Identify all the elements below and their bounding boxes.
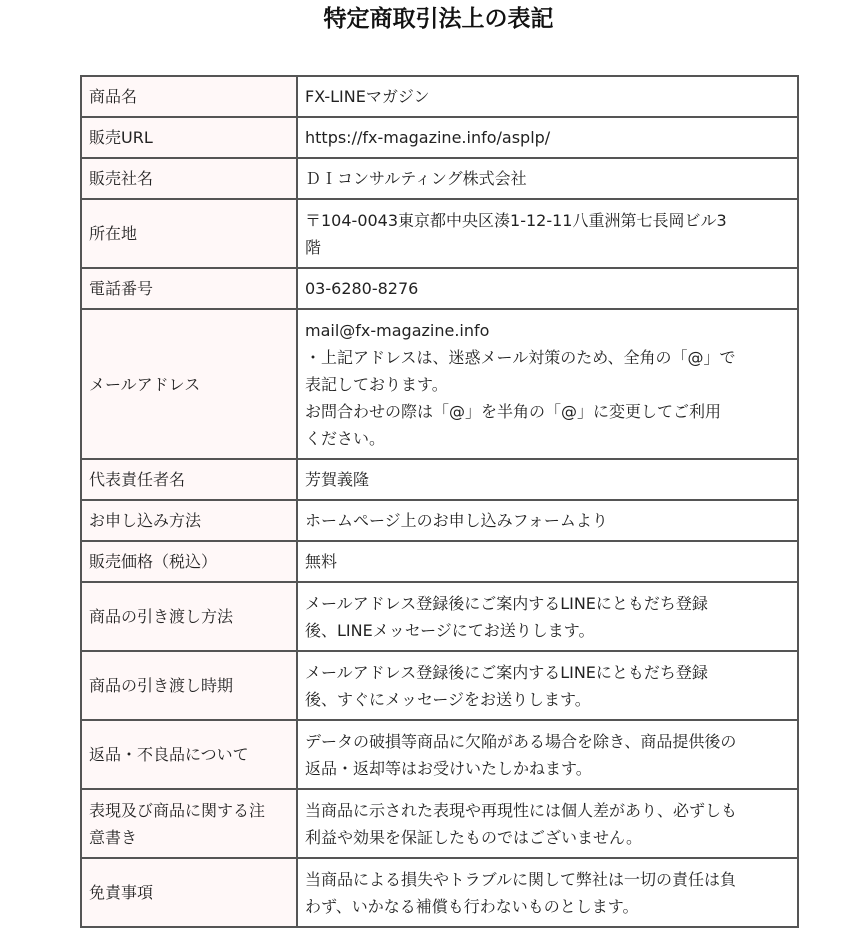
row-value: [297, 651, 798, 720]
value-line: ＤＩコンサルティング株式会社: [305, 169, 527, 188]
row-value: [297, 789, 798, 858]
value-line: ください。: [305, 429, 386, 448]
value-line: 〒104-0043東京都中央区湊1-12-11八重洲第七長岡ビル3: [305, 211, 727, 230]
label-line: 表現及び商品に関する注: [89, 801, 266, 820]
value-line: ・上記アドレスは、迷惑メール対策のため、全角の「@」で: [305, 348, 736, 367]
value-line: 無料: [305, 552, 338, 571]
value-line: 階: [305, 238, 322, 257]
row-value: [297, 199, 798, 268]
row-label: メールアドレス: [81, 309, 297, 459]
row-label: 販売社名: [81, 158, 297, 199]
table-row-delivery-method: [81, 582, 798, 651]
table-row-product-name: [81, 76, 798, 117]
row-label: 電話番号: [81, 268, 297, 309]
table-row-company-name: [81, 158, 798, 199]
label-line: 意書き: [89, 828, 138, 847]
table-row-representative: [81, 459, 798, 500]
value-line: 後、すぐにメッセージをお送りします。: [305, 690, 591, 709]
value-line: 当商品による損失やトラブルに関して弊社は一切の責任は負: [305, 870, 737, 889]
table-row-delivery-timing: [81, 651, 798, 720]
table-row-price: [81, 541, 798, 582]
row-value: [297, 720, 798, 789]
row-value: [297, 76, 798, 117]
row-label: 商品の引き渡し方法: [81, 582, 297, 651]
row-label: 販売URL: [81, 117, 297, 158]
row-value: [297, 459, 798, 500]
table-row-address: [81, 199, 798, 268]
row-value: [297, 158, 798, 199]
value-line: 後、LINEメッセージにてお送りします。: [305, 621, 595, 640]
value-line: お問合わせの際は「@」を半角の「@」に変更してご利用: [305, 402, 722, 421]
row-value: [297, 858, 798, 927]
row-label: 返品・不良品について: [81, 720, 297, 789]
row-value: [297, 117, 798, 158]
email-address-text: mail@fx-magazine.info: [305, 321, 490, 340]
row-label: 販売価格（税込）: [81, 541, 297, 582]
row-label: 免責事項: [81, 858, 297, 927]
table-row-disclaimer-notes: [81, 789, 798, 858]
table-row-application-method: [81, 500, 798, 541]
value-line: メールアドレス登録後にご案内するLINEにともだち登録: [305, 594, 708, 613]
row-label: 所在地: [81, 199, 297, 268]
page-title: 特定商取引法上の表記: [323, 6, 554, 32]
row-value: [297, 268, 798, 309]
row-label: [81, 789, 297, 858]
row-value: [297, 541, 798, 582]
table-row-liability: [81, 858, 798, 927]
value-line: 利益や効果を保証したものではございません。: [305, 828, 642, 847]
row-value: [297, 309, 798, 459]
row-label: 商品名: [81, 76, 297, 117]
value-line: 当商品に示された表現や再現性には個人差があり、必ずしも: [305, 801, 738, 820]
value-line: データの破損等商品に欠陥がある場合を除き、商品提供後の: [305, 732, 737, 751]
value-line: 芳賀義隆: [305, 470, 370, 489]
table-row-phone: [81, 268, 798, 309]
value-line: FX-LINEマガジン: [305, 87, 430, 106]
row-label: お申し込み方法: [81, 500, 297, 541]
sales-url-text: https://fx-magazine.info/asplp/: [305, 128, 551, 147]
legal-info-table: [80, 75, 799, 928]
value-line: ホームページ上のお申し込みフォームより: [305, 511, 608, 530]
row-label: 商品の引き渡し時期: [81, 651, 297, 720]
value-line: 返品・返却等はお受けいたしかねます。: [305, 759, 592, 778]
phone-number-text: 03-6280-8276: [305, 279, 419, 298]
value-line: 表記しております。: [305, 375, 448, 394]
row-label: 代表責任者名: [81, 459, 297, 500]
table-row-sales-url: [81, 117, 798, 158]
value-line: わず、いかなる補償も行わないものとします。: [305, 897, 639, 916]
table-row-email: [81, 309, 798, 459]
table-row-returns: [81, 720, 798, 789]
row-value: [297, 500, 798, 541]
row-value: [297, 582, 798, 651]
value-line: メールアドレス登録後にご案内するLINEにともだち登録: [305, 663, 708, 682]
